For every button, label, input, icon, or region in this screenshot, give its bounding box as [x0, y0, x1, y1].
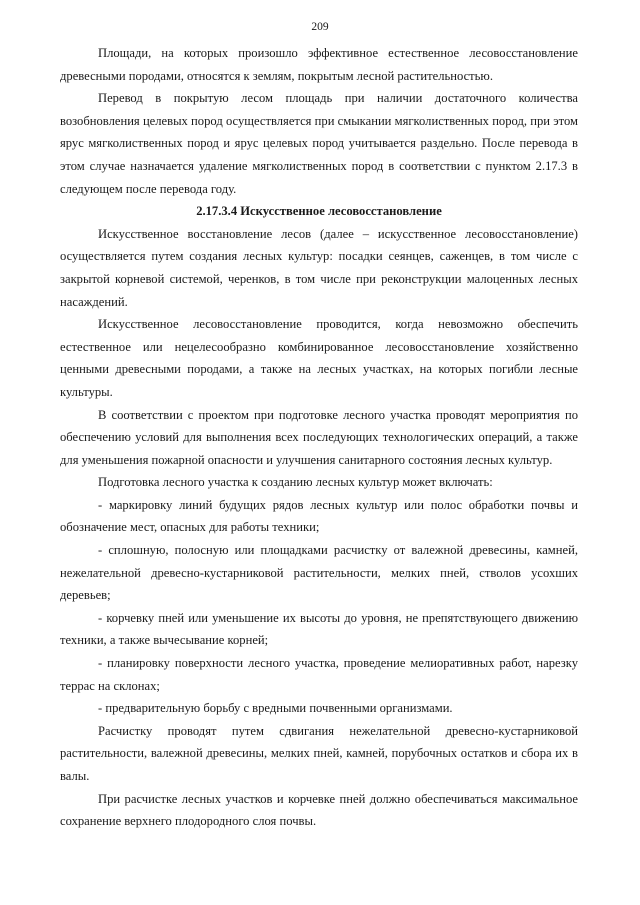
list-item: - корчевку пней или уменьшение их высоты до уровня, не препятствующего движению техники, а также вычесывание корней; — [60, 610, 578, 648]
list-item: - маркировку линий будущих рядов лесных культур или полос обработки почвы и обозначение мест, опасных для работы техники; — [60, 497, 578, 535]
paragraph: В соответствии с проектом при подготовке лесного участка проводят мероприятия по обеспечению условий для выполнения всех последующих технологических операций, а также для уменьшения пожарной опасности и улучшения санитарного состояния лесных культур. — [60, 407, 578, 467]
page-body — [60, 42, 578, 833]
paragraph: При расчистке лесных участков и корчевке пней должно обеспечиваться максимальное сохранение верхнего плодородного слоя почвы. — [60, 791, 578, 829]
list-item: - сплошную, полосную или площадками расчистку от валежной древесины, камней, нежелательной древесно-кустарниковой растительности, мелких пней, стволов усохших деревьев; — [60, 543, 578, 603]
paragraph: Перевод в покрытую лесом площадь при наличии достаточного количества возобновления целевых пород осуществляется при смыкании мягколиственных пород, при этом ярус мягколиственных пород и ярус целевых пород учитывается раздельно. После перевода в этом случае назначается удаление мягколиственных пород в соответствии с пунктом 2.17.3 в следующем после перевода году. — [60, 91, 578, 196]
paragraph: Искусственное восстановление лесов (далее – искусственное лесовосстановление) осуществляется путем создания лесных культур: посадки сеянцев, саженцев, в том числе с закрытой корневой системой, черенков, в том числе при реконструкции малоценных лесных насаждений. — [60, 226, 578, 309]
paragraph: Площади, на которых произошло эффективное естественное лесовосстановление древесными породами, относятся к землям, покрытым лесной растительностью. — [60, 46, 578, 83]
page-number: 209 — [311, 21, 329, 33]
section-heading: 2.17.3.4 Искусственное лесовосстановление — [196, 204, 442, 219]
paragraph: Расчистку проводят путем сдвигания нежелательной древесно-кустарниковой растительности, валежной древесины, мелких пней, камней, порубочных остатков и сбора их в валы. — [60, 723, 578, 783]
list-item: - предварительную борьбу с вредными почвенными организмами. — [98, 701, 453, 716]
paragraph: Искусственное лесовосстановление проводится, когда невозможно обеспечить естественное или нецелесообразно комбинированное лесовосстановление хозяйственно ценными древесными породами, а также на лесных участках, на которых погибли лесные культуры. — [60, 317, 578, 399]
list-item: - планировку поверхности лесного участка, проведение мелиоративных работ, нарезку террас на склонах; — [60, 656, 578, 693]
paragraph: Подготовка лесного участка к созданию лесных культур может включать: — [98, 475, 493, 490]
